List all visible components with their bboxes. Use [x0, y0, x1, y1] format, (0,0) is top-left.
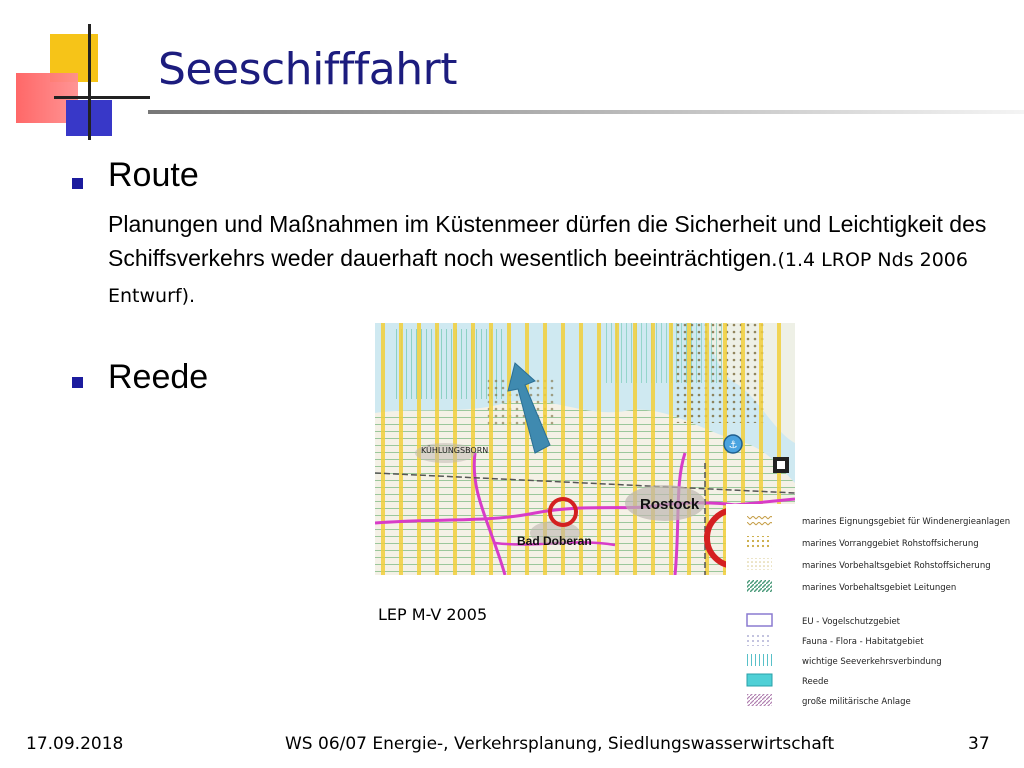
- section-heading-route: Route: [108, 156, 199, 194]
- map-label-rostock: Rostock: [640, 496, 700, 513]
- route-reference: (1.4 LROP Nds 2006 Entwurf).: [108, 249, 968, 307]
- bullet-icon: [72, 178, 83, 189]
- map-label-bad-doberan: Bad Doberan: [517, 534, 592, 548]
- route-paragraph: [108, 207, 1008, 313]
- legend-item: große militärische Anlage: [802, 697, 911, 707]
- footer-date: 17.09.2018: [26, 734, 124, 754]
- bullet-icon: [72, 377, 83, 388]
- map-caption: LEP M-V 2005: [378, 605, 488, 624]
- legend-item: marines Vorranggebiet Rohstoffsicherung: [802, 539, 979, 549]
- logo-vertical-line: [88, 24, 91, 140]
- legend-item: wichtige Seeverkehrsverbindung: [802, 657, 942, 667]
- decorative-logo: [10, 18, 150, 140]
- section-heading-reede: Reede: [108, 358, 209, 396]
- map-label-kuehlungsborn: KÜHLUNGSBORN: [421, 446, 489, 455]
- map-legend: [726, 504, 1024, 718]
- slide-title: Seeschifffahrt: [158, 44, 457, 95]
- logo-horizontal-line: [54, 96, 150, 99]
- page-number: 37: [968, 734, 990, 754]
- route-text: Planungen und Maßnahmen im Küstenmeer dürfen die Sicherheit und Leichtigkeit des Schiffsverkehrs weder dauerhaft noch wesentlich beeinträchtigen.: [108, 211, 987, 271]
- legend-item: marines Eignungsgebiet für Windenergieanlagen: [802, 517, 1011, 527]
- title-underline: [148, 110, 1024, 114]
- legend-item: Reede: [802, 677, 829, 687]
- legend-item: EU - Vogelschutzgebiet: [802, 617, 901, 627]
- svg-text:⚓: ⚓: [728, 440, 738, 451]
- legend-item: marines Vorbehaltsgebiet Rohstoffsicherung: [802, 561, 991, 571]
- footer-course: WS 06/07 Energie-, Verkehrsplanung, Siedlungswasserwirtschaft: [285, 734, 835, 754]
- legend-item: marines Vorbehaltsgebiet Leitungen: [802, 583, 957, 593]
- legend-item: Fauna - Flora - Habitatgebiet: [802, 637, 924, 647]
